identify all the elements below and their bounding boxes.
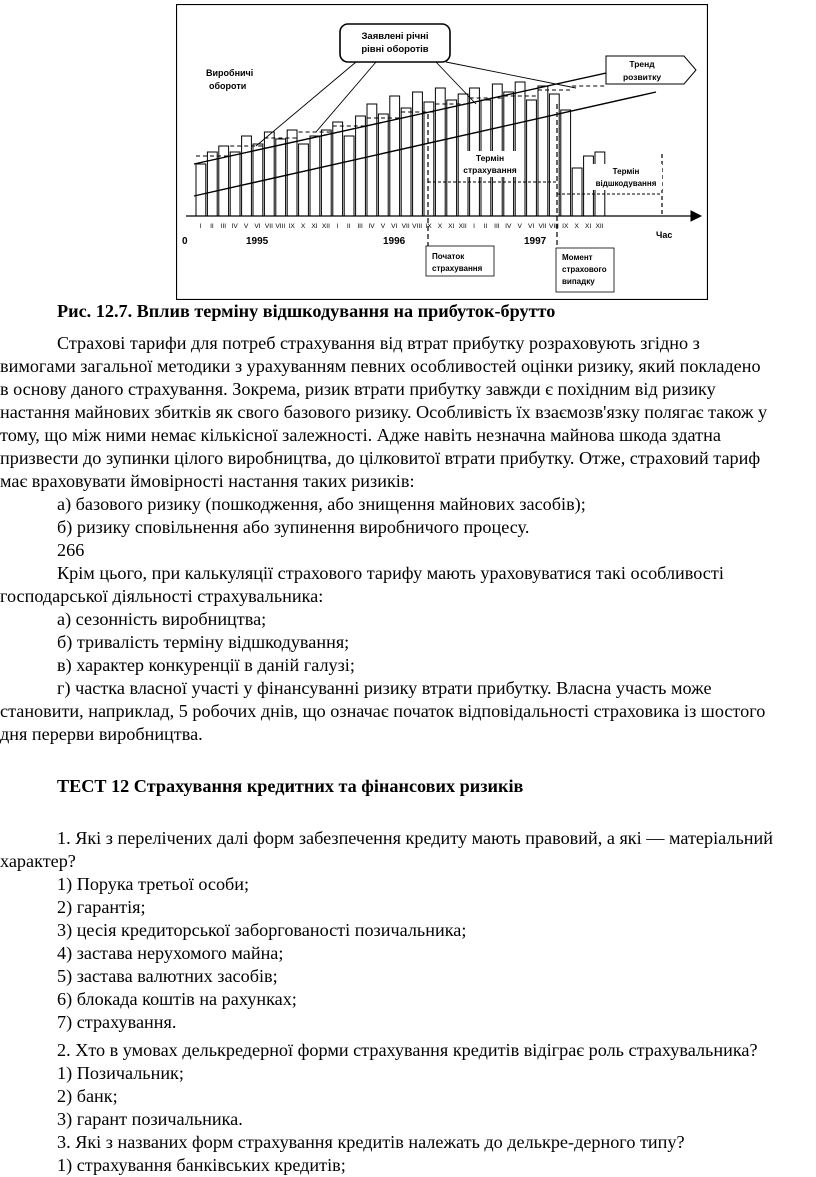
month-tick-label: I bbox=[473, 223, 476, 230]
revenue-bar bbox=[413, 92, 423, 216]
revenue-bar bbox=[424, 102, 434, 216]
revenue-bar bbox=[242, 136, 252, 216]
month-tick-label: II bbox=[483, 223, 488, 230]
month-tick-label: VII bbox=[264, 223, 273, 230]
answer-option: 1) Порука третьої особи; bbox=[57, 874, 250, 894]
month-tick-label: XII bbox=[595, 223, 604, 230]
paragraph-line: Страхові тарифи для потреб страхування від втрат прибутку розраховують згідно з bbox=[57, 333, 700, 353]
paragraph-line: становити, наприклад, 5 робочих днів, що означає початок відповідальності страховика із шостого bbox=[0, 701, 766, 721]
paragraph-line: господарської діяльності страхувальника: bbox=[0, 586, 324, 606]
month-tick-label: X bbox=[300, 223, 306, 230]
month-tick-label: IV bbox=[505, 223, 512, 230]
figure-revenue-diagram bbox=[176, 4, 708, 300]
production-label-1: Виробничі bbox=[206, 68, 254, 78]
answer-option: 2) гарантія; bbox=[57, 897, 146, 917]
list-item: г) частка власної участі у фінансуванні ризику втрати прибутку. Власна участь може bbox=[57, 678, 712, 698]
paragraph-line: Крім цього, при калькуляції страхового тарифу мають ураховуватися такі особливості bbox=[57, 563, 724, 583]
start-label-2: страхування bbox=[432, 264, 483, 273]
revenue-bar bbox=[447, 100, 457, 216]
question-line: характер? bbox=[0, 851, 76, 871]
revenue-bar bbox=[515, 82, 525, 216]
month-tick-label: XI bbox=[584, 223, 592, 230]
revenue-bar bbox=[196, 164, 206, 216]
revenue-bar bbox=[378, 114, 388, 216]
answer-option: 5) застава валютних засобів; bbox=[57, 966, 278, 986]
month-tick-label: XII bbox=[321, 223, 330, 230]
month-tick-label: IX bbox=[562, 223, 569, 230]
trend-label-1: Тренд bbox=[629, 59, 655, 69]
month-tick-label: IX bbox=[288, 223, 295, 230]
paragraph-line: настання майнових збитків як свого базового ризику. Особливість їх взаємозв'язку полягає також у bbox=[0, 402, 768, 422]
question-line: 1. Які з перелічених далі форм забезпечення кредиту мають правовий, а які — матеріальний bbox=[57, 828, 773, 848]
moment-label-2: страхового bbox=[562, 265, 607, 274]
revenue-bar bbox=[230, 152, 240, 216]
revenue-bar bbox=[299, 144, 309, 216]
month-tick-label: VI bbox=[254, 223, 261, 230]
month-tick-label: IV bbox=[368, 223, 375, 230]
revenue-bar bbox=[207, 152, 217, 216]
question-line: 2. Хто в умовах делькредерної форми страхування кредитів відіграє роль страхувальника? bbox=[57, 1040, 758, 1060]
revenue-bar bbox=[572, 168, 582, 216]
trend-label-2: розвитку bbox=[622, 72, 662, 82]
year-1995: 1995 bbox=[246, 236, 269, 247]
month-tick-label: VIII bbox=[412, 223, 423, 230]
month-tick-label: VIII bbox=[275, 223, 286, 230]
paragraph-line: дня перерви виробництва. bbox=[0, 724, 203, 744]
revenue-bar bbox=[253, 144, 263, 216]
revenue-bar bbox=[310, 136, 320, 216]
paragraph-line: в основу даного страхування. Зокрема, ризик втрати прибутку завжди є похідним від ризику bbox=[0, 379, 716, 399]
month-tick-label: V bbox=[243, 223, 249, 230]
answer-option: 4) застава нерухомого майна; bbox=[57, 943, 284, 963]
answer-option: 7) страхування. bbox=[57, 1012, 177, 1032]
compensation-term-label-2: відшкодування bbox=[595, 179, 657, 188]
paragraph-line: вимогами загальної методики з урахуванням певних особливостей оцінки ризику, який покладено bbox=[0, 356, 761, 376]
month-tick-label: VIII bbox=[548, 223, 559, 230]
moment-label-1: Момент bbox=[562, 253, 593, 262]
figure-caption: Рис. 12.7. Вплив терміну відшкодування на прибуток-брутто bbox=[57, 301, 556, 321]
list-item: а) сезонність виробництва; bbox=[57, 609, 267, 629]
month-tick-label: XI bbox=[448, 223, 455, 230]
list-item: в) характер конкуренції в даній галузі; bbox=[57, 655, 355, 675]
month-tick-label: I bbox=[336, 223, 339, 230]
answer-option: 1) Позичальник; bbox=[57, 1063, 184, 1083]
production-label-2: обороти bbox=[209, 81, 247, 91]
month-tick-label: XII bbox=[458, 223, 467, 230]
revenue-bar bbox=[527, 100, 537, 216]
month-tick-label: V bbox=[380, 223, 386, 230]
revenue-bar bbox=[264, 132, 274, 216]
start-label-1: Початок bbox=[432, 252, 465, 261]
revenue-bar bbox=[435, 88, 445, 216]
month-tick-label: X bbox=[437, 223, 443, 230]
month-tick-label: IX bbox=[425, 223, 432, 230]
month-tick-label: III bbox=[357, 223, 363, 230]
revenue-bar bbox=[538, 86, 548, 216]
month-tick-label: VI bbox=[527, 223, 535, 230]
revenue-bar bbox=[356, 116, 366, 216]
answer-option: 3) цесія кредиторської заборгованості позичальника; bbox=[57, 920, 467, 940]
month-tick-label: I bbox=[199, 223, 202, 230]
revenue-bar bbox=[333, 122, 343, 216]
answer-option: 2) банк; bbox=[57, 1086, 118, 1106]
axis-origin: 0 bbox=[182, 236, 188, 247]
month-tick-label: II bbox=[346, 223, 351, 230]
revenue-bar bbox=[492, 84, 502, 216]
month-tick-label: VII bbox=[401, 223, 410, 230]
month-tick-label: III bbox=[494, 223, 500, 230]
insurance-term-label-1: Термін bbox=[475, 153, 505, 163]
month-tick-label: II bbox=[210, 223, 214, 230]
moment-label-3: випадку bbox=[562, 277, 595, 286]
month-tick-label: V bbox=[517, 223, 522, 230]
insurance-term-label-2: страхування bbox=[463, 165, 517, 175]
month-tick-label: VI bbox=[391, 223, 398, 230]
axis-labels bbox=[200, 223, 604, 230]
page-number: 266 bbox=[57, 540, 85, 560]
list-item: а) базового ризику (пошкодження, або знищення майнових засобів); bbox=[57, 494, 586, 514]
revenue-bar bbox=[367, 104, 377, 216]
revenue-bar bbox=[561, 110, 571, 216]
callout-line-1: Заявлені річні bbox=[361, 31, 429, 42]
year-1997: 1997 bbox=[524, 236, 547, 247]
month-tick-label: X bbox=[574, 223, 579, 230]
revenue-bar bbox=[344, 136, 354, 216]
revenue-bar bbox=[401, 108, 411, 216]
revenue-bar bbox=[321, 130, 331, 216]
callout-line-2: рівні оборотів bbox=[361, 44, 429, 55]
month-tick-label: III bbox=[220, 223, 227, 230]
paragraph-line: має враховувати ймовірності настання таких ризиків: bbox=[0, 471, 415, 491]
answer-option: 1) страхування банківських кредитів; bbox=[57, 1155, 346, 1175]
list-item: б) тривалість терміну відшкодування; bbox=[57, 632, 350, 652]
test-heading: ТЕСТ 12 Страхування кредитних та фінансових ризиків bbox=[57, 776, 524, 796]
revenue-bar bbox=[549, 94, 559, 216]
compensation-term-label-1: Термін bbox=[612, 167, 640, 176]
answer-option: 6) блокада коштів на рахунках; bbox=[57, 989, 297, 1009]
paragraph-line: тому, що між ними немає кількісної залежності. Адже навіть незначна майнова шкода здатна bbox=[0, 425, 721, 445]
axis-time-label: Час bbox=[656, 230, 673, 240]
list-item: б) ризику сповільнення або зупинення виробничого процесу. bbox=[57, 517, 530, 537]
callout-box bbox=[340, 24, 450, 62]
month-tick-label: VII bbox=[538, 223, 547, 230]
question-line: 3. Які з названих форм страхування кредитів належать до делькре-дерного типу? bbox=[57, 1132, 685, 1152]
month-tick-label: IV bbox=[231, 223, 238, 230]
revenue-bar bbox=[390, 96, 400, 216]
paragraph-line: призвести до зупинки цілого виробництва, до цілковитої втрати прибутку. Отже, страховий тариф bbox=[0, 448, 761, 468]
month-tick-label: XI bbox=[311, 223, 318, 230]
answer-option: 3) гарант позичальника. bbox=[57, 1109, 243, 1129]
year-1996: 1996 bbox=[383, 236, 406, 247]
